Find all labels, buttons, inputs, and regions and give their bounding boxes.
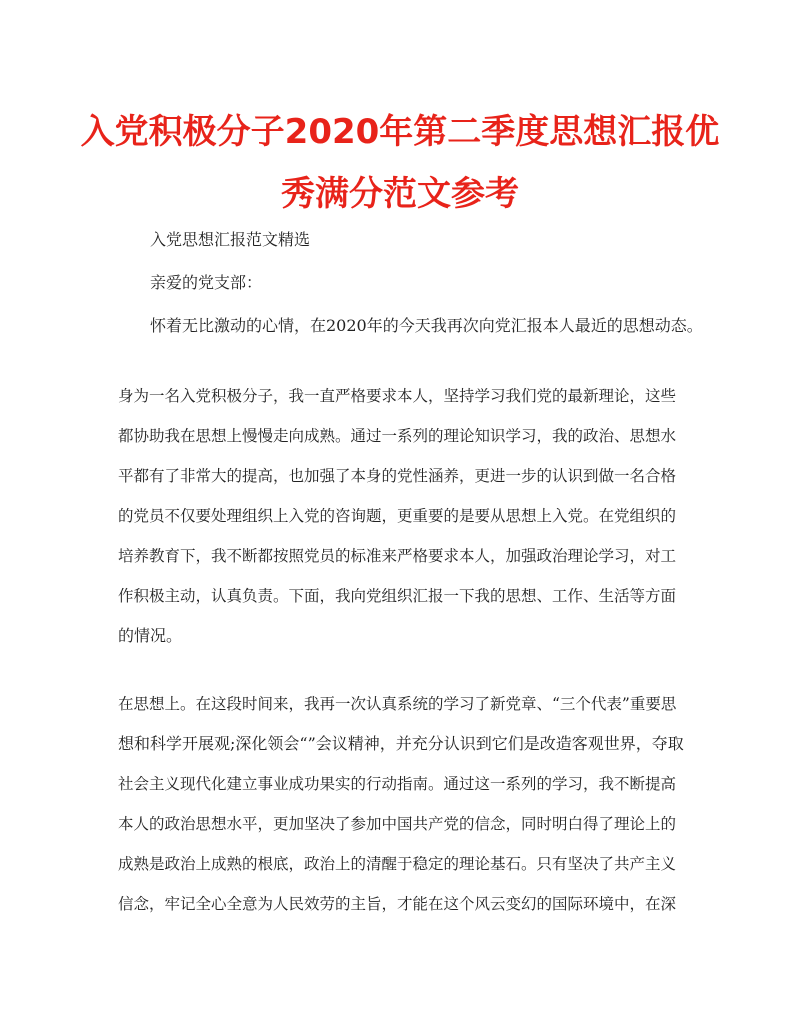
paragraph-line: 社会主义现代化建立事业成功果实的行动指南。通过这一系列的学习，我不断提高	[118, 775, 677, 793]
paragraph-line: 作积极主动，认真负责。下面，我向党组织汇报一下我的思想、工作、生活等方面	[118, 587, 677, 605]
document-title-line-2: 秀满分范文参考	[281, 174, 519, 214]
paragraph-line: 信念，牢记全心全意为人民效劳的主旨，才能在这个风云变幻的国际环境中，在深	[118, 895, 677, 913]
paragraph-line: 的情况。	[118, 626, 183, 645]
paragraph-line: 身为一名入党积极分子，我一直严格要求本人，坚持学习我们党的最新理论，这些	[118, 387, 677, 405]
paragraph-line: 都协助我在思想上慢慢走向成熟。通过一系列的理论知识学习，我的政治、思想水	[118, 427, 677, 445]
paragraph-line: 在思想上。在这段时间来，我再一次认真系统的学习了新党章、“三个代表”重要思	[118, 695, 677, 713]
subtitle: 入党思想汇报范文精选	[150, 230, 311, 249]
paragraph-line: 培养教育下，我不断都按照党员的标准来严格要求本人，加强政治理论学习，对工	[118, 547, 677, 565]
paragraph-line: 平都有了非常大的提高，也加强了本身的党性涵养，更进一步的认识到做一名合格	[118, 467, 677, 485]
paragraph-line: 想和科学开展观;深化领会“”会议精神，并充分认识到它们是改造客观世界，夺取	[118, 734, 684, 753]
greeting: 亲爱的党支部：	[150, 273, 263, 292]
paragraph-line: 成熟是政治上成熟的根底，政治上的清醒于稳定的理论基石。只有坚决了共产主义	[118, 855, 677, 873]
paragraph-line: 的党员不仅要处理组织上入党的咨询题，更重要的是要从思想上入党。在党组织的	[118, 507, 677, 525]
opening-line: 怀着无比激动的心情，在2020年的今天我再次向党汇报本人最近的思想动态。	[150, 316, 703, 335]
document-title-line-1: 入党积极分子2020年第二季度思想汇报优	[80, 112, 720, 152]
paragraph-line: 本人的政治思想水平，更加坚决了参加中国共产党的信念，同时明白得了理论上的	[118, 815, 677, 833]
